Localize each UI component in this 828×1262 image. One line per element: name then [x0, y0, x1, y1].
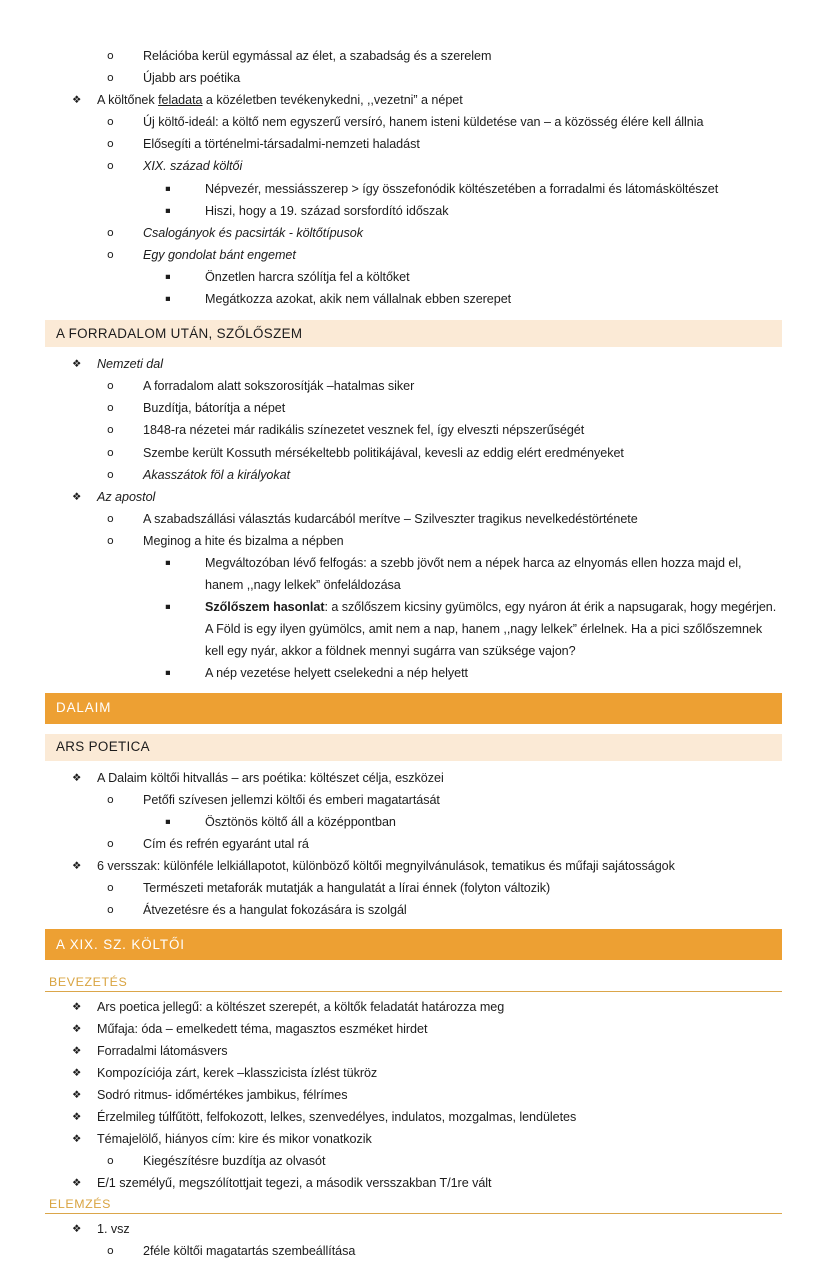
- list-item-text: Petőfi szívesen jellemzi költői és emberi magatartását: [143, 792, 440, 807]
- list-item-text: Egy gondolat bánt engemet: [143, 247, 296, 262]
- list-item-text: Nemzeti dal: [97, 357, 163, 372]
- list-item-text: A Dalaim költői hitvallás – ars poétika: költészet célja, eszközei: [97, 770, 444, 785]
- list-item-text: [205, 596, 782, 662]
- list-item: [45, 133, 782, 155]
- list-item: [45, 419, 782, 441]
- list-item-text: Relációba kerül egymással az élet, a szabadság és a szerelem: [143, 49, 492, 63]
- section-heading-label: ARS POETICA: [56, 739, 150, 755]
- bullet-circle-icon: o: [107, 71, 114, 85]
- list-item: [45, 767, 782, 789]
- text-fragment: A költőnek: [97, 93, 159, 108]
- list-item-text: Csalogányok és pacsirták - költőtípusok: [143, 225, 363, 240]
- bullet-circle-icon: o: [107, 247, 114, 261]
- section-heading-xix-szazad: [45, 929, 782, 960]
- bullet-square-icon: ▪: [165, 205, 171, 216]
- bullet-diamond-icon: ❖: [72, 1088, 82, 1101]
- subsection-heading-label: ELEMZÉS: [49, 1197, 112, 1212]
- bullet-diamond-icon: ❖: [72, 1000, 82, 1013]
- list-item: [45, 1218, 782, 1240]
- bullet-circle-icon: o: [107, 1243, 114, 1257]
- bullet-circle-icon: o: [107, 836, 114, 850]
- list-item-text: Hiszi, hogy a 19. század sorsfordító időszak: [205, 203, 449, 218]
- list-item-text: 2féle költői magatartás szembeállítása: [143, 1243, 356, 1258]
- list-item: [45, 1106, 782, 1128]
- list-item-text: E/1 személyű, megszólítottjait tegezi, a második versszakban T/1re vált: [97, 1176, 492, 1191]
- list-item: [45, 1128, 782, 1150]
- bullet-square-icon: ▪: [165, 557, 171, 568]
- text-fragment: : a szőlőszem kicsiny gyümölcs, egy nyáron át érik a napsugarak, hogy megérjen. A Föld is egy ilyen gyümölcs, amit nem a nap, hanem ,,nagy lelkek” érlelnek. Ha a pici szőlőszemnek kell egy nyár, akkor a földnek mennyi sugárra van szüksége vajon?: [205, 600, 777, 659]
- list-item: [45, 375, 782, 397]
- list-item: [45, 45, 782, 67]
- bullet-circle-icon: o: [107, 467, 114, 481]
- bullet-circle-icon: o: [107, 511, 114, 525]
- bullet-diamond-icon: ❖: [72, 490, 82, 503]
- list-item: [45, 486, 782, 508]
- list-item: [45, 222, 782, 244]
- list-item-text: Átvezetésre és a hangulat fokozására is szolgál: [143, 903, 407, 918]
- document-body: [45, 45, 782, 1262]
- list-item: [45, 397, 782, 419]
- list-item: [45, 442, 782, 464]
- bullet-circle-icon: o: [107, 423, 114, 437]
- list-item: [45, 833, 782, 855]
- list-item: [45, 508, 782, 530]
- list-item-text: Elősegíti a történelmi-társadalmi-nemzeti haladást: [143, 137, 420, 152]
- list-item-text: [97, 89, 782, 111]
- bullet-diamond-icon: ❖: [72, 771, 82, 784]
- list-item-text: XIX. század költői: [143, 159, 243, 174]
- list-item: [45, 111, 782, 133]
- bullet-square-icon: ▪: [165, 668, 171, 679]
- section-heading-label: DALAIM: [56, 700, 112, 716]
- bullet-circle-icon: o: [107, 115, 114, 129]
- list-item-text: Ösztönös költő áll a középpontban: [205, 814, 396, 829]
- bullet-diamond-icon: ❖: [72, 1111, 82, 1124]
- section-heading-ars-poetica: [45, 734, 782, 761]
- section-heading-dalaim: [45, 693, 782, 724]
- list-item-text: Megváltozóban lévő felfogás: a szebb jövőt nem a népek harca az elnyomás ellen hozza majd el, hanem ,,nagy lelkek” önfeláldozása: [205, 555, 742, 593]
- bullet-circle-icon: o: [107, 137, 114, 151]
- list-item-text: 1848-ra nézetei már radikális színezetet vesznek fel, így elveszti népszerűségét: [143, 423, 585, 438]
- underlined-term: feladata: [158, 93, 203, 108]
- subsection-heading-bevezetes: [45, 976, 782, 991]
- list-item: [45, 178, 782, 200]
- bullet-circle-icon: o: [107, 159, 114, 173]
- list-item-text: Ars poetica jellegű: a költészet szerepét, a költők feladatát határozza meg: [97, 999, 505, 1014]
- list-item-text: Népvezér, messiásszerep > így összefonódik költészetében a forradalmi és látomásköltészet: [205, 181, 719, 196]
- bullet-diamond-icon: ❖: [72, 859, 82, 872]
- subsection-heading-elemzes: [45, 1198, 782, 1213]
- list-item-text: Érzelmileg túlfűtött, felfokozott, lelkes, szenvedélyes, indulatos, mozgalmas, lendületes: [97, 1110, 577, 1125]
- bullet-diamond-icon: ❖: [72, 1177, 82, 1190]
- bullet-diamond-icon: ❖: [72, 94, 82, 107]
- list-item: [45, 789, 782, 811]
- list-item: [45, 877, 782, 899]
- list-item: [45, 662, 782, 684]
- bullet-square-icon: ▪: [165, 183, 171, 194]
- list-item-text: Buzdítja, bátorítja a népet: [143, 401, 286, 416]
- bullet-diamond-icon: ❖: [72, 1044, 82, 1057]
- bullet-circle-icon: o: [107, 49, 114, 62]
- list-item: [45, 288, 782, 310]
- list-item-text: Kompozíciója zárt, kerek –klasszicista ízlést tükröz: [97, 1065, 378, 1080]
- list-item: [45, 1084, 782, 1106]
- list-item: [45, 155, 782, 177]
- bullet-circle-icon: o: [107, 1154, 114, 1168]
- bullet-circle-icon: o: [107, 379, 114, 393]
- list-item-text: Újabb ars poétika: [143, 71, 241, 86]
- list-item-text: 6 versszak: különféle lelkiállapotot, különböző költői megnyilvánulások, tematikus és műfaji sajátosságok: [97, 858, 675, 873]
- list-item-text: Önzetlen harcra szólítja fel a költőket: [205, 269, 410, 284]
- list-item: [45, 1150, 782, 1172]
- bullet-circle-icon: o: [107, 792, 114, 806]
- list-item-text: Témajelölő, hiányos cím: kire és mikor vonatkozik: [97, 1132, 372, 1147]
- list-item-text: Természeti metaforák mutatják a hangulatát a lírai énnek (folyton változik): [143, 881, 551, 895]
- bullet-diamond-icon: ❖: [72, 1022, 82, 1035]
- bullet-square-icon: ▪: [165, 271, 171, 282]
- list-item: [45, 996, 782, 1018]
- list-item: [45, 266, 782, 288]
- list-item-text: Cím és refrén egyaránt utal rá: [143, 836, 309, 851]
- list-item: [45, 1018, 782, 1040]
- list-item-text: Kiegészítésre buzdítja az olvasót: [143, 1154, 326, 1169]
- list-item: [45, 552, 782, 596]
- list-item-text: A forradalom alatt sokszorosítják –hatalmas siker: [143, 379, 415, 394]
- bullet-square-icon: ▪: [165, 816, 171, 827]
- section-heading-forradalom: [45, 320, 782, 347]
- bullet-diamond-icon: ❖: [72, 1133, 82, 1146]
- bullet-diamond-icon: ❖: [72, 1066, 82, 1079]
- list-item: [45, 855, 782, 877]
- list-item-text: Sodró ritmus- időmértékes jambikus, félrímes: [97, 1087, 348, 1102]
- bullet-circle-icon: o: [107, 903, 114, 917]
- list-item-text: A nép vezetése helyett cselekedni a nép helyett: [205, 666, 468, 681]
- list-item: [45, 244, 782, 266]
- list-item-text: Az apostol: [97, 489, 156, 504]
- subsection-heading-label: BEVEZETÉS: [49, 975, 128, 990]
- bullet-square-icon: ▪: [165, 294, 171, 305]
- bullet-circle-icon: o: [107, 225, 114, 239]
- bullet-diamond-icon: ❖: [72, 358, 82, 371]
- list-item: [45, 811, 782, 833]
- list-item: [45, 899, 782, 921]
- list-item-text: Szembe került Kossuth mérsékeltebb politikájával, kevesli az eddig elért eredményeket: [143, 445, 624, 460]
- list-item: [45, 89, 782, 111]
- list-item: [45, 353, 782, 375]
- list-item: [45, 1172, 782, 1194]
- list-item-text: Forradalmi látomásvers: [97, 1043, 228, 1058]
- list-item-text: Megátkozza azokat, akik nem vállalnak ebben szerepet: [205, 292, 512, 307]
- list-item: [45, 67, 782, 89]
- section-heading-label: A XIX. SZ. KÖLTŐI: [56, 936, 185, 952]
- list-item-text: A szabadszállási választás kudarcából merítve – Szilveszter tragikus nevelkedéstörténete: [143, 511, 638, 526]
- list-item-text: 1. vsz: [97, 1221, 130, 1236]
- list-item-text: Új költő-ideál: a költő nem egyszerű versíró, hanem isteni küldetése van – a közösség élére kell állnia: [143, 115, 704, 130]
- list-item: [45, 464, 782, 486]
- bullet-diamond-icon: ❖: [72, 1222, 82, 1235]
- list-item: [45, 1062, 782, 1084]
- list-item: [45, 596, 782, 662]
- list-item-text: Meginog a hite és bizalma a népben: [143, 533, 344, 548]
- section-heading-label: A FORRADALOM UTÁN, SZŐLŐSZEM: [56, 325, 303, 341]
- bullet-circle-icon: o: [107, 401, 114, 415]
- list-item-text: Akasszátok föl a királyokat: [143, 467, 291, 482]
- list-item: [45, 1240, 782, 1262]
- emphasis-term: Szőlőszem hasonlat: [205, 600, 325, 615]
- bullet-circle-icon: o: [107, 445, 114, 459]
- text-fragment: a közéletben tevékenykedni, ,,vezetni” a népet: [202, 93, 463, 108]
- list-item: [45, 200, 782, 222]
- bullet-circle-icon: o: [107, 533, 114, 547]
- list-item-text: Műfaja: óda – emelkedett téma, magasztos eszméket hirdet: [97, 1021, 428, 1036]
- bullet-square-icon: ▪: [165, 602, 171, 613]
- bullet-circle-icon: o: [107, 881, 114, 894]
- list-item: [45, 530, 782, 552]
- list-item: [45, 1040, 782, 1062]
